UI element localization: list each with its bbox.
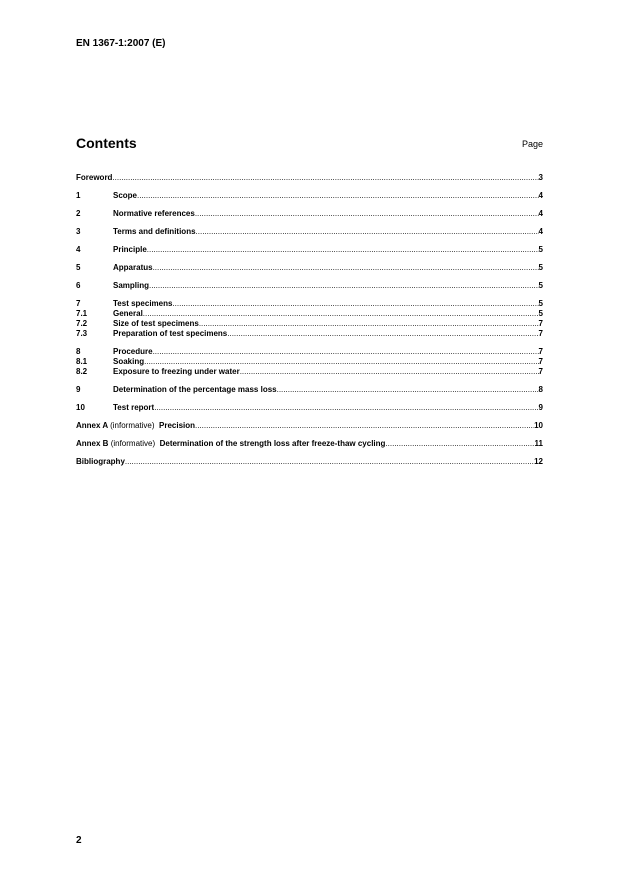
- toc-entry-title: General: [113, 309, 143, 318]
- toc-entry-page: 4: [538, 209, 543, 218]
- toc-entry-title: Apparatus: [113, 263, 153, 272]
- toc-entry-annex-b[interactable]: [76, 439, 543, 449]
- toc-entry-title: [76, 439, 385, 449]
- toc-entry-normative-references[interactable]: [76, 209, 543, 219]
- annex-title: Precision: [159, 421, 196, 430]
- toc-entry-test-specimens[interactable]: [76, 299, 543, 309]
- toc-entry-number: 6: [76, 281, 81, 290]
- toc-entry-number: 7: [76, 299, 81, 308]
- toc-entry-principle[interactable]: [76, 245, 543, 255]
- annex-title: Determination of the strength loss after freeze-thaw cycling: [159, 439, 386, 448]
- dot-leader: [144, 357, 538, 367]
- dot-leader: [227, 329, 538, 339]
- dot-leader: [196, 227, 539, 237]
- toc-entry-title: Soaking: [113, 357, 145, 366]
- dot-leader: [277, 385, 539, 395]
- toc-entry-number: 2: [76, 209, 81, 218]
- dot-leader: [153, 347, 539, 357]
- toc-entry-page: 7: [538, 329, 543, 338]
- toc-entry-number: 8.2: [76, 367, 88, 376]
- toc-entry-number: 10: [76, 403, 85, 412]
- toc-entry-title: Test specimens: [113, 299, 173, 308]
- toc-entry-title: Sampling: [113, 281, 150, 290]
- toc-entry-title: [76, 421, 195, 431]
- annex-informative-label: (informative): [110, 421, 155, 430]
- toc-entry-preparation-of-test-specimens[interactable]: [76, 329, 543, 339]
- toc-entry-exposure-to-freezing[interactable]: [76, 367, 543, 377]
- toc-entry-number: 5: [76, 263, 81, 272]
- toc-entry-title: Preparation of test specimens: [113, 329, 228, 338]
- toc-entry-scope[interactable]: [76, 191, 543, 201]
- toc-entry-number: 1: [76, 191, 81, 200]
- dot-leader: [195, 421, 534, 431]
- toc-entry-title: Scope: [113, 191, 138, 200]
- toc-entry-page: 5: [538, 281, 543, 290]
- toc-entry-page: 5: [538, 309, 543, 318]
- dot-leader: [153, 263, 539, 273]
- toc-entry-page: 9: [538, 403, 543, 412]
- toc-entry-number: 8: [76, 347, 81, 356]
- toc-entry-page: 7: [538, 319, 543, 328]
- toc-entry-page: 3: [538, 173, 543, 182]
- toc-entry-number: 9: [76, 385, 81, 394]
- toc-entry-page: 4: [538, 191, 543, 200]
- toc-entry-page: 5: [538, 299, 543, 308]
- toc-entry-foreword[interactable]: [76, 173, 543, 183]
- dot-leader: [143, 309, 539, 319]
- toc-entry-sampling[interactable]: [76, 281, 543, 291]
- toc-entry-general[interactable]: [76, 309, 543, 319]
- toc-entry-title: Terms and definitions: [113, 227, 196, 236]
- toc-entry-procedure[interactable]: [76, 347, 543, 357]
- toc-entry-page: 11: [534, 439, 543, 448]
- document-id: EN 1367-1:2007 (E): [76, 38, 166, 49]
- toc-entry-title: Test report: [113, 403, 155, 412]
- dot-leader: [154, 403, 538, 413]
- dot-leader: [240, 367, 539, 377]
- toc-entry-apparatus[interactable]: [76, 263, 543, 273]
- dot-leader: [172, 299, 538, 309]
- toc-entry-number: 4: [76, 245, 81, 254]
- page-number: 2: [76, 835, 82, 846]
- toc-entry-title: Bibliography: [76, 457, 125, 466]
- contents-heading: Contents: [76, 135, 137, 151]
- annex-informative-label: (informative): [110, 439, 156, 448]
- toc-entry-annex-a[interactable]: [76, 421, 543, 431]
- table-of-contents: [76, 173, 543, 467]
- toc-entry-page: 5: [538, 263, 543, 272]
- toc-entry-title: Normative references: [113, 209, 195, 218]
- dot-leader: [137, 191, 539, 201]
- toc-entry-page: 5: [538, 245, 543, 254]
- toc-entry-mass-loss[interactable]: [76, 385, 543, 395]
- toc-entry-test-report[interactable]: [76, 403, 543, 413]
- dot-leader: [199, 319, 539, 329]
- toc-entry-title: Procedure: [113, 347, 153, 356]
- dot-leader: [112, 173, 538, 183]
- dot-leader: [195, 209, 539, 219]
- toc-entry-page: 7: [538, 347, 543, 356]
- toc-entry-size-of-test-specimens[interactable]: [76, 319, 543, 329]
- toc-entry-title: Exposure to freezing under water: [113, 367, 240, 376]
- toc-entry-number: 3: [76, 227, 81, 236]
- toc-entry-title: Principle: [113, 245, 147, 254]
- toc-entry-soaking[interactable]: [76, 357, 543, 367]
- dot-leader: [149, 281, 539, 291]
- dot-leader: [147, 245, 539, 255]
- toc-entry-page: 8: [538, 385, 543, 394]
- toc-entry-page: 4: [538, 227, 543, 236]
- toc-entry-title: Size of test specimens: [113, 319, 199, 328]
- toc-entry-page: 12: [534, 457, 543, 466]
- toc-entry-number: 8.1: [76, 357, 88, 366]
- dot-leader: [125, 457, 534, 467]
- toc-entry-number: 7.3: [76, 329, 88, 338]
- toc-entry-page: 7: [538, 367, 543, 376]
- annex-label: Annex B: [76, 439, 109, 448]
- toc-entry-title: Foreword: [76, 173, 113, 182]
- dot-leader: [385, 439, 534, 449]
- toc-entry-page: 7: [538, 357, 543, 366]
- toc-entry-number: 7.1: [76, 309, 88, 318]
- toc-entry-terms-and-definitions[interactable]: [76, 227, 543, 237]
- toc-entry-page: 10: [534, 421, 543, 430]
- toc-entry-number: 7.2: [76, 319, 88, 328]
- annex-label: Annex A: [76, 421, 108, 430]
- toc-entry-bibliography[interactable]: [76, 457, 543, 467]
- toc-entry-title: Determination of the percentage mass loss: [113, 385, 277, 394]
- page-column-label: Page: [521, 139, 543, 149]
